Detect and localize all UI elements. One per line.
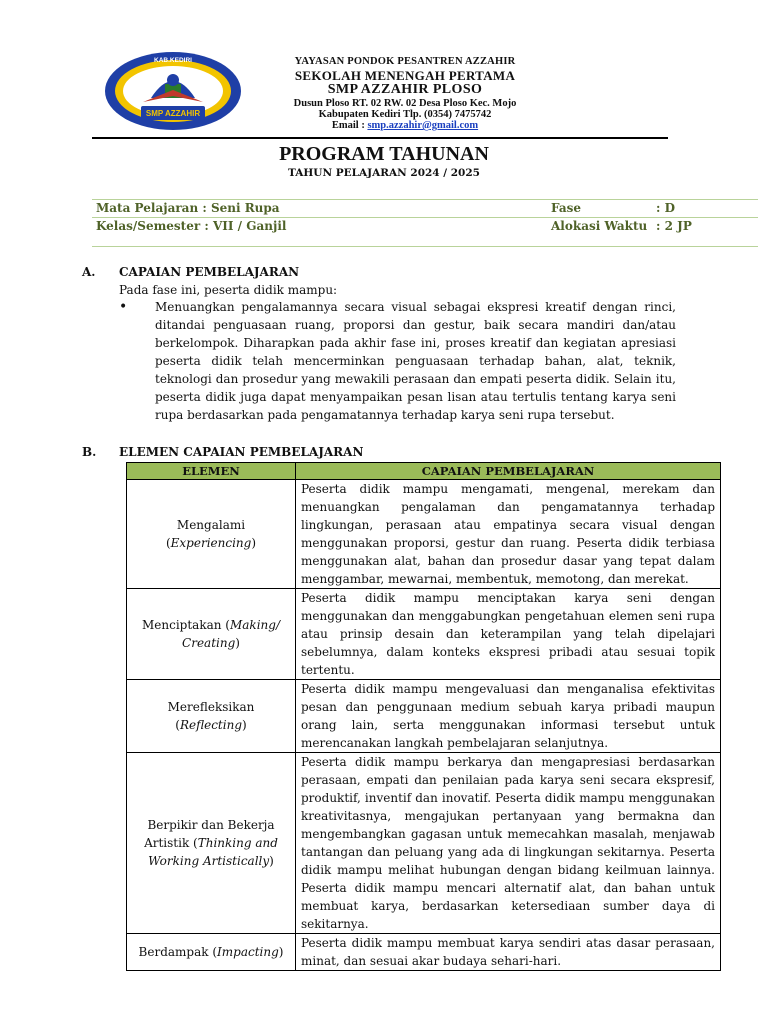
- paren-open: (: [221, 618, 230, 632]
- letterhead-divider: [92, 137, 668, 139]
- school-type: SEKOLAH MENENGAH PERTAMA: [294, 68, 516, 83]
- achievement-cell: Peserta didik mampu mengamati, mengenal, merekam dan menuangkan pengalaman dan pengamatannya terhadap lingkungan, perasaan atau empatinya secara visual dengan menggunakan proporsi, gestur dan ruang. Peserta didik terbiasa menggunakan alat, bahan dan prosedur dasar yang tepat dalam menggambar, mewarnai, membentuk, memotong, dan merekat.: [296, 480, 721, 589]
- section-a-bullet-text: Menuangkan pengalamannya secara visual sebagai ekspresi kreatif dengan rinci, ditandai penguasaan ruang, proporsi dan gestur, baik secara mandiri dan/atau berkelompok. Diharapkan pada akhir fase ini, proses kreatif dan kegiatan apresiasi peserta didik telah mencerminkan penguasaan terhadap bahan, alat, teknik, teknologi dan prosedur yang mewakili perasaan dan empati peserta didik. Selain itu, peserta didik juga dapat menyampaikan pesan lisan atau tertulis tentang karya seni rupa berdasarkan pada pengamatannya terhadap karya seni rupa tersebut.: [155, 300, 676, 422]
- section-a-letter: A.: [82, 265, 96, 279]
- school-name: SMP AZZAHIR PLOSO: [327, 82, 483, 97]
- phase-value: : D: [656, 201, 676, 215]
- table-row: [127, 934, 721, 971]
- element-name: Mengalami: [176, 518, 246, 532]
- document-subtitle: TAHUN PELAJARAN 2024 / 2025: [288, 167, 480, 179]
- paren-open: (: [175, 718, 180, 732]
- element-cell: [127, 480, 296, 589]
- email-line: [250, 121, 560, 132]
- paren-close: ): [269, 854, 274, 868]
- element-cell: [127, 589, 296, 680]
- element-name: Merefleksikan: [167, 700, 255, 714]
- subject-label: Mata Pelajaran : Seni Rupa: [96, 201, 280, 215]
- elements-table: [126, 462, 721, 971]
- section-b-heading: ELEMEN CAPAIAN PEMBELAJARAN: [119, 445, 364, 459]
- class-label: Kelas/Semester : VII / Ganjil: [96, 219, 287, 233]
- paren-open: (: [165, 536, 171, 550]
- document-title: PROGRAM TAHUNAN: [279, 143, 489, 165]
- element-name-en: Impacting: [217, 945, 279, 959]
- address-line-2: Kabupaten Kediri Tlp. (0354) 7475742: [318, 109, 492, 120]
- section-b-letter: B.: [82, 445, 97, 459]
- email-label: Email :: [331, 120, 368, 131]
- paren-open: (: [189, 836, 198, 850]
- column-header-achievement: CAPAIAN PEMBELAJARAN: [296, 463, 721, 480]
- paren-close: ): [278, 945, 284, 959]
- logo-top-text: KAB.KEDIRI: [154, 57, 192, 64]
- table-row: [127, 753, 721, 934]
- element-name: Berdampak: [138, 945, 209, 959]
- achievement-cell: Peserta didik mampu membuat karya sendiri atas dasar perasaan, minat, dan sesuai akar budaya sehari-hari.: [296, 934, 721, 971]
- element-name: Menciptakan: [141, 618, 222, 632]
- foundation-name: YAYASAN PONDOK PESANTREN AZZAHIR: [294, 56, 516, 67]
- paren-close: ): [242, 718, 247, 732]
- element-cell: [127, 934, 296, 971]
- section-a-intro: Pada fase ini, peserta didik mampu:: [119, 283, 338, 297]
- element-name-en: Reflecting: [179, 718, 243, 732]
- bullet-marker: •: [119, 299, 128, 315]
- table-row: [127, 589, 721, 680]
- phase-label: Fase: [551, 201, 582, 215]
- section-a-heading: CAPAIAN PEMBELAJARAN: [119, 265, 300, 279]
- address-line-1: Dusun Ploso RT. 02 RW. 02 Desa Ploso Kec. Mojo: [293, 98, 517, 109]
- column-header-element: ELEMEN: [127, 463, 296, 480]
- meta-top-rule: [92, 199, 758, 200]
- time-value: : 2 JP: [656, 219, 692, 233]
- achievement-cell: Peserta didik mampu berkarya dan mengapresiasi berdasarkan perasaan, empati dan penilaian pada karya seni secara ekspresif, produktif, inventif dan inovatif. Peserta didik mampu menggunakan kreativitasnya, mengajukan pertanyaan yang bermakna dan mengembangkan gagasan untuk memecahkan masalah, menjawab tantangan dan peluang yang ada di lingkungan sekitarnya. Peserta didik mampu melihat hubungan dengan bidang keilmuan lainnya. Peserta didik mampu mencari alternatif alat, dan bahan untuk membuat karya, berdasarkan ketersediaan sumber daya di sekitarnya.: [296, 753, 721, 934]
- table-row: [127, 480, 721, 589]
- school-logo: [103, 50, 243, 132]
- logo-banner-text: SMP AZZAHIR: [145, 109, 201, 118]
- meta-middle-rule: [92, 217, 758, 218]
- element-name-en: Thinking and Working Artistically: [148, 836, 278, 868]
- element-cell: [127, 753, 296, 934]
- paren-close: ): [251, 536, 257, 550]
- element-name: Berpikir dan Bekerja Artistik: [144, 818, 275, 850]
- paren-open: (: [208, 945, 218, 959]
- email-link[interactable]: smp.azzahir@gmail.com: [367, 120, 479, 131]
- paren-close: ): [235, 636, 240, 650]
- achievement-cell: Peserta didik mampu mengevaluasi dan menganalisa efektivitas pesan dan penggunaan medium sebuah karya pribadi maupun orang lain, serta menggunakan informasi tersebut untuk merencanakan langkah pembelajaran selanjutnya.: [296, 680, 721, 753]
- time-label: Alokasi Waktu: [551, 219, 648, 233]
- table-header-row: [127, 463, 721, 480]
- element-name-en: Experiencing: [170, 536, 252, 550]
- meta-bottom-rule: [92, 246, 758, 247]
- element-name-en: Making/ Creating: [182, 618, 280, 650]
- table-row: [127, 680, 721, 753]
- element-cell: [127, 680, 296, 753]
- achievement-cell: Peserta didik mampu menciptakan karya seni dengan menggunakan dan menggabungkan pengetahuan elemen seni rupa atau prinsip desain dan keterampilan yang telah dipelajari sebelumnya, dalam konteks ekspresi pribadi atau sesuai topik tertentu.: [296, 589, 721, 680]
